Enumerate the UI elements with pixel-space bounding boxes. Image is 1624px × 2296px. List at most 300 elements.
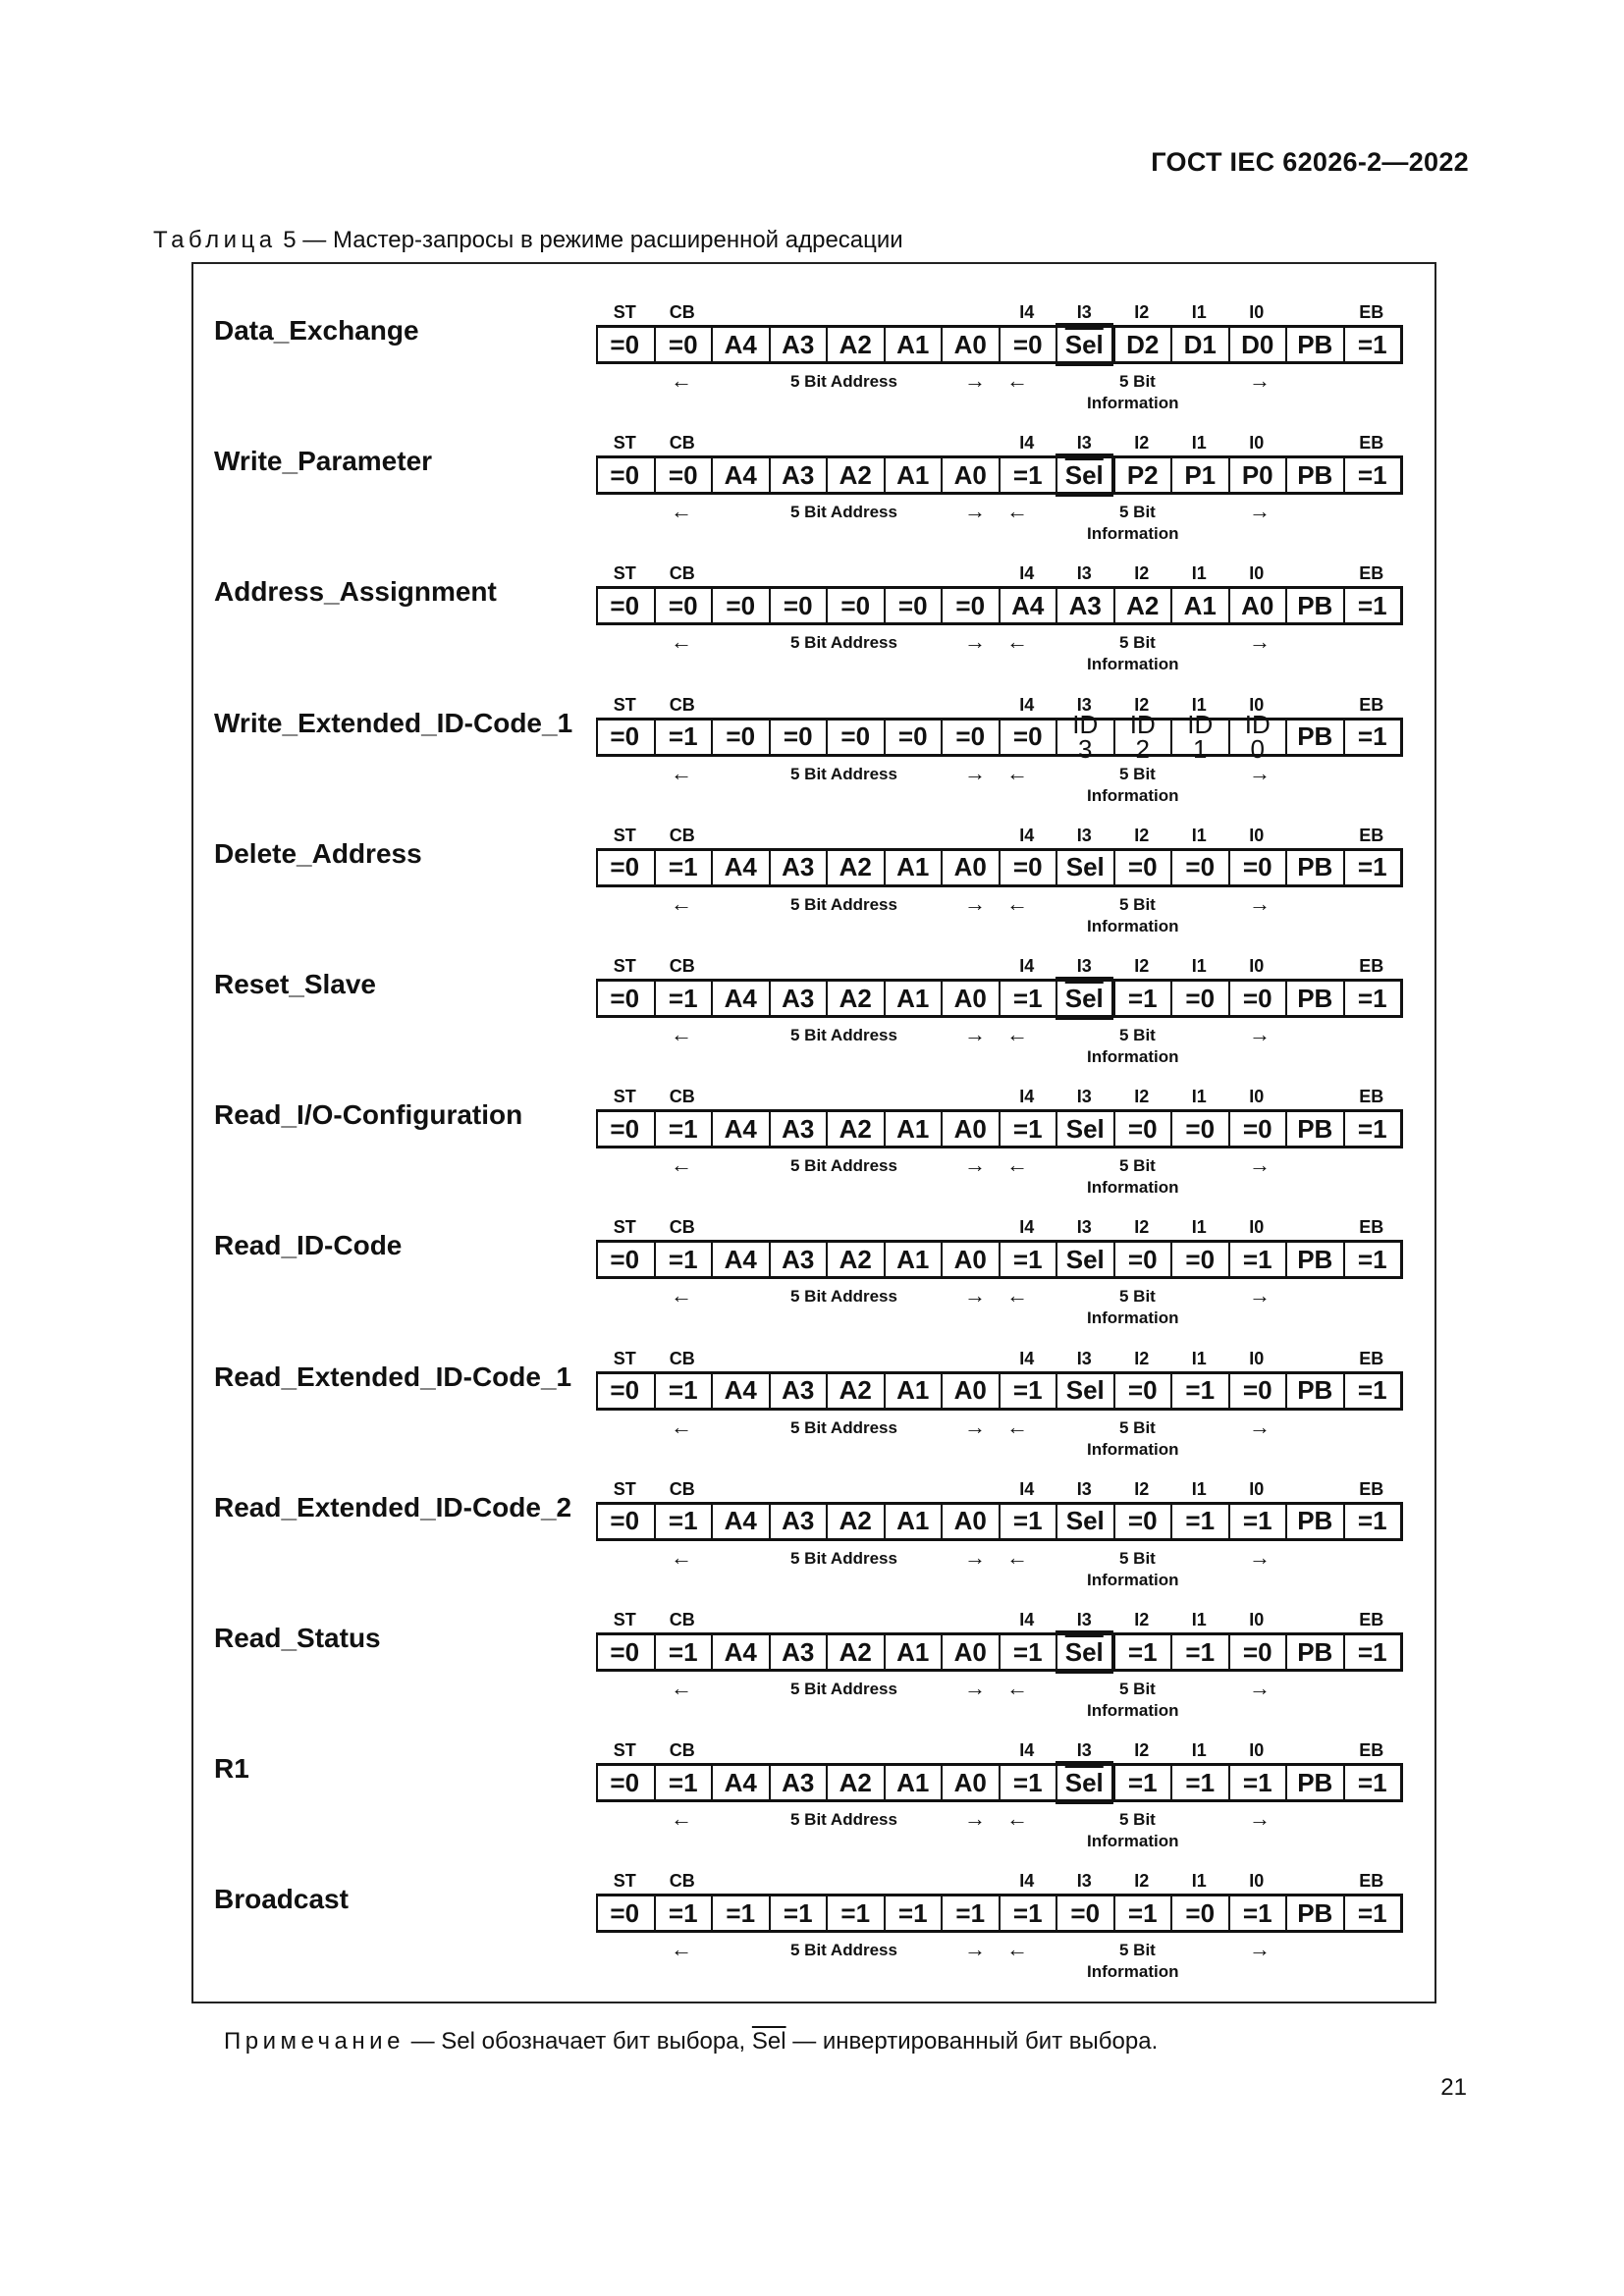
bit-value: P2 <box>1126 459 1159 490</box>
bit-value: A1 <box>896 1506 930 1536</box>
address-arrow-right: → <box>964 1806 986 1832</box>
bit-value: =0 <box>1242 1375 1272 1406</box>
command-row <box>193 667 1438 805</box>
bit-cell <box>884 1502 942 1541</box>
bit-cell <box>999 1502 1056 1541</box>
bit-value: =0 <box>1012 721 1043 752</box>
bit-cell <box>1285 586 1343 625</box>
bit-cell <box>711 979 769 1018</box>
bit-cell <box>769 1632 827 1672</box>
bit-label: CB <box>669 1348 695 1368</box>
address-arrow-right: → <box>964 1152 986 1178</box>
bit-cell <box>654 1371 712 1411</box>
bit-value: =1 <box>1357 1636 1387 1667</box>
bit-value: A2 <box>839 1506 872 1536</box>
bit-value: =0 <box>610 459 640 490</box>
bit-frame <box>596 455 1403 495</box>
bit-value: A2 <box>1126 590 1160 620</box>
bit-label: I4 <box>1019 1348 1035 1368</box>
bit-label: I4 <box>1019 1871 1035 1892</box>
address-arrow-left: ← <box>671 1022 692 1046</box>
bit-value: A1 <box>896 1244 930 1274</box>
bit-value: =0 <box>955 590 986 620</box>
bit-label: I4 <box>1019 302 1035 322</box>
bit-value: =1 <box>783 1897 813 1928</box>
bit-cell <box>1343 586 1401 625</box>
bit-cell <box>1170 1763 1228 1802</box>
bit-value: A0 <box>953 459 987 490</box>
info-label-line1: 5 Bit <box>1119 764 1156 783</box>
bit-cell <box>711 848 769 887</box>
address-arrow-right: → <box>964 1937 986 1962</box>
bit-label: I0 <box>1249 1087 1265 1107</box>
bit-value: =1 <box>668 1636 698 1667</box>
bit-cell <box>769 1502 827 1541</box>
note-prefix: Примечание <box>224 2028 405 2055</box>
bit-label: I0 <box>1249 825 1265 845</box>
bit-value: =1 <box>1012 1113 1043 1144</box>
bit-value: =0 <box>726 590 756 620</box>
bit-value: =0 <box>668 329 698 359</box>
bit-cell <box>1228 1240 1286 1279</box>
bit-cell <box>999 1763 1056 1802</box>
bit-value: A1 <box>896 329 930 359</box>
info-arrow-right: → <box>1249 1676 1271 1700</box>
address-arrow-right: → <box>964 1544 986 1570</box>
info-arrow-left: ← <box>1006 629 1028 655</box>
bit-cell <box>1343 1502 1401 1541</box>
bit-value: =1 <box>955 1897 986 1928</box>
bit-label: ST <box>613 302 636 322</box>
bit-value: A0 <box>1241 590 1274 620</box>
bit-cell <box>1170 1894 1228 1933</box>
bit-cell <box>999 1632 1056 1672</box>
bit-cell <box>941 1894 999 1933</box>
bit-value: Sel <box>1065 1506 1105 1536</box>
bit-value: A1 <box>896 1375 930 1406</box>
bit-cell <box>941 718 999 757</box>
bit-cell <box>1343 979 1401 1018</box>
bit-value: A4 <box>724 1244 757 1274</box>
command-row <box>193 1842 1438 1982</box>
bit-label: I2 <box>1134 1348 1150 1368</box>
bit-value: =0 <box>1185 1113 1216 1144</box>
info-arrow-left: ← <box>1006 1937 1028 1962</box>
bit-value: =1 <box>668 1506 698 1536</box>
bit-label: ST <box>613 1478 636 1499</box>
bit-label: EB <box>1359 1610 1384 1629</box>
bit-cell <box>1170 1502 1228 1541</box>
bit-cell <box>999 586 1056 625</box>
bit-cell <box>1056 586 1113 625</box>
info-arrow-left: ← <box>1006 890 1028 916</box>
bit-cell <box>941 325 999 364</box>
bit-cell <box>1170 1371 1228 1411</box>
bit-cell <box>596 1894 654 1933</box>
bit-label: I0 <box>1249 563 1265 584</box>
info-arrow-left: ← <box>1006 1806 1028 1832</box>
bit-value: =1 <box>1242 1767 1272 1797</box>
bit-value: $\overline{Sel}$ <box>1064 329 1104 359</box>
note-sel-inverted: $\overline{Sel}$ <box>751 2028 786 2055</box>
bit-cell <box>826 848 884 887</box>
command-row <box>193 928 1438 1066</box>
bit-cell <box>1228 1502 1286 1541</box>
address-arrow-right: → <box>964 368 986 393</box>
bit-frame <box>596 709 1403 764</box>
bit-cell <box>1343 1371 1401 1411</box>
info-arrow-right: → <box>1249 1806 1271 1832</box>
bit-value: =0 <box>610 1636 640 1667</box>
info-arrow-right: → <box>1249 1283 1271 1308</box>
bit-cell <box>884 1894 942 1933</box>
bit-cell <box>711 1240 769 1279</box>
info-arrow-left: ← <box>1006 1414 1028 1439</box>
info-label-line2: Information <box>1087 1701 1179 1720</box>
address-arrow-left: ← <box>671 760 692 785</box>
table-frame <box>191 262 1436 2003</box>
bit-cell <box>884 1763 942 1802</box>
bit-value: =0 <box>610 852 640 882</box>
bit-cell <box>1113 1632 1171 1672</box>
bit-label: I2 <box>1134 1478 1150 1499</box>
bit-cell <box>596 1502 654 1541</box>
command-row <box>193 1058 1438 1198</box>
bit-cell <box>1113 709 1171 764</box>
bit-cell <box>1228 848 1286 887</box>
bit-frame <box>596 1894 1403 1933</box>
address-arrow-left: ← <box>671 1283 692 1308</box>
bit-value: =1 <box>668 1113 698 1144</box>
bit-value: =1 <box>897 1897 928 1928</box>
info-arrow-left: ← <box>1006 760 1028 785</box>
bit-frame <box>596 1240 1403 1279</box>
info-label-line2: Information <box>1087 1308 1179 1328</box>
bit-cell <box>1228 1894 1286 1933</box>
bit-cell <box>1343 455 1401 495</box>
bit-label: EB <box>1359 1087 1384 1107</box>
bit-label: I1 <box>1191 1740 1207 1761</box>
bit-cell <box>711 1109 769 1148</box>
bit-label: CB <box>669 302 695 322</box>
bit-value: =1 <box>668 1244 698 1274</box>
bit-value: PB <box>1297 329 1333 359</box>
bit-cell <box>769 1240 827 1279</box>
bit-value: =0 <box>610 1113 640 1144</box>
bit-cell <box>596 586 654 625</box>
bit-cell <box>1056 454 1113 497</box>
bit-cell <box>769 979 827 1018</box>
info-arrow-right: → <box>1249 760 1271 785</box>
bit-value: PB <box>1297 721 1333 752</box>
bit-label: ST <box>613 825 636 845</box>
bit-cell <box>654 455 712 495</box>
bit-value: =0 <box>1127 1113 1158 1144</box>
bit-label: EB <box>1359 1871 1384 1892</box>
address-arrow-right: → <box>964 1414 986 1439</box>
bit-cell <box>1056 1502 1113 1541</box>
bit-label: I3 <box>1076 694 1092 715</box>
bit-value: =1 <box>1012 1244 1043 1274</box>
info-label-line1: 5 Bit <box>1119 1941 1156 1960</box>
bit-value: A4 <box>724 983 757 1013</box>
bit-value: =0 <box>1012 329 1043 359</box>
bit-value: PB <box>1297 1897 1333 1928</box>
bit-cell <box>941 586 999 625</box>
command-row <box>193 404 1438 544</box>
address-arrow-left: ← <box>671 1152 692 1178</box>
bit-value: =1 <box>1357 459 1387 490</box>
bit-value: =0 <box>1242 852 1272 882</box>
bit-value: =0 <box>610 1244 640 1274</box>
bit-value: A1 <box>896 459 930 490</box>
bit-value: A4 <box>1011 590 1045 620</box>
address-label: 5 Bit Address <box>790 1810 897 1830</box>
command-name: Read_ID-Code <box>214 1230 403 1261</box>
bit-value: A3 <box>782 1375 815 1406</box>
bit-cell <box>769 718 827 757</box>
bit-value: =1 <box>1242 1244 1272 1274</box>
bit-cell <box>654 848 712 887</box>
bit-label: I2 <box>1134 1740 1150 1761</box>
bit-label: I4 <box>1019 1478 1035 1499</box>
bit-cell <box>1285 325 1343 364</box>
bit-cell <box>1285 1763 1343 1802</box>
bit-label: I3 <box>1076 1478 1092 1499</box>
bit-cell <box>1228 709 1286 764</box>
bit-label: ST <box>613 563 636 584</box>
bit-value: =1 <box>1012 1767 1043 1797</box>
table-caption <box>153 227 903 254</box>
bit-value: $\overline{Sel}$ <box>1064 1767 1104 1797</box>
command-name: Delete_Address <box>214 837 422 869</box>
bit-frame <box>596 1502 1403 1541</box>
address-arrow-left: ← <box>671 499 692 524</box>
bit-value: =0 <box>726 721 756 752</box>
bit-value: =0 <box>1012 852 1043 882</box>
bit-label: I2 <box>1134 1217 1150 1238</box>
bit-label: I4 <box>1019 1087 1035 1107</box>
bit-value: =1 <box>1012 983 1043 1013</box>
bit-label: I3 <box>1076 956 1092 976</box>
bit-label: EB <box>1359 1348 1384 1368</box>
bit-label: I0 <box>1249 302 1265 322</box>
info-label-line1: 5 Bit <box>1119 1548 1156 1568</box>
bit-value: PB <box>1297 1375 1333 1406</box>
bit-value: =0 <box>1242 983 1272 1013</box>
info-label-line1: 5 Bit <box>1119 503 1156 522</box>
bit-label: I0 <box>1249 1348 1265 1368</box>
address-label: 5 Bit Address <box>790 764 897 783</box>
bit-cell <box>596 1371 654 1411</box>
bit-value: =1 <box>1127 1767 1158 1797</box>
bit-cell <box>596 1109 654 1148</box>
bit-cell <box>826 718 884 757</box>
bit-cell <box>884 1371 942 1411</box>
bit-value: PB <box>1297 852 1333 882</box>
bit-value: =1 <box>668 1767 698 1797</box>
info-label-line2: Information <box>1087 1962 1179 1982</box>
bit-cell <box>884 1109 942 1148</box>
address-label: 5 Bit Address <box>790 1941 897 1960</box>
bit-label: I4 <box>1019 1740 1035 1761</box>
address-label: 5 Bit Address <box>790 1026 897 1044</box>
bit-cell <box>1228 455 1286 495</box>
bit-cell <box>1113 1240 1171 1279</box>
address-arrow-right: → <box>964 1022 986 1046</box>
bit-value: A4 <box>724 1767 757 1797</box>
bit-value: =1 <box>1357 1375 1387 1406</box>
info-label-line2: Information <box>1087 1570 1179 1589</box>
bit-value: =1 <box>1012 1375 1043 1406</box>
info-arrow-left: ← <box>1006 1676 1028 1700</box>
bit-value: =0 <box>840 590 871 620</box>
bit-cell <box>1170 848 1228 887</box>
bit-value: Sel <box>1065 1244 1105 1274</box>
bit-label: EB <box>1359 302 1384 322</box>
bit-label: I0 <box>1249 1217 1265 1238</box>
command-name: Broadcast <box>214 1884 349 1915</box>
bit-value: Sel <box>1065 1375 1105 1406</box>
bit-label: I0 <box>1249 956 1265 976</box>
bit-cell <box>654 1632 712 1672</box>
bit-cell <box>1170 1240 1228 1279</box>
bit-value: =0 <box>1127 1244 1158 1274</box>
bit-value: =0 <box>955 721 986 752</box>
bit-frame <box>596 848 1403 887</box>
bit-label: ST <box>613 694 636 715</box>
bit-cell <box>596 455 654 495</box>
bit-cell <box>1343 718 1401 757</box>
bit-cell <box>999 718 1056 757</box>
bit-cell <box>1170 1632 1228 1672</box>
bit-cell <box>654 325 712 364</box>
bit-label: CB <box>669 1740 695 1761</box>
bit-value: PB <box>1297 983 1333 1013</box>
bit-value: =0 <box>1242 1636 1272 1667</box>
bit-value: A1 <box>896 852 930 882</box>
bit-cell <box>711 1632 769 1672</box>
bit-value: =0 <box>610 1375 640 1406</box>
bit-label: I2 <box>1134 956 1150 976</box>
bit-value: A3 <box>782 459 815 490</box>
address-label: 5 Bit Address <box>790 1680 897 1698</box>
info-label-line1: 5 Bit <box>1119 633 1156 653</box>
bit-cell <box>769 1109 827 1148</box>
bit-cell <box>826 586 884 625</box>
bit-value: PB <box>1297 1636 1333 1667</box>
bit-value: =1 <box>668 1375 698 1406</box>
bit-value: P1 <box>1184 459 1217 490</box>
bit-cell <box>596 718 654 757</box>
bit-cell <box>1228 1109 1286 1148</box>
command-row <box>193 1189 1438 1328</box>
info-arrow-right: → <box>1249 1544 1271 1570</box>
bit-value: A1 <box>896 983 930 1013</box>
bit-cell <box>1343 1240 1401 1279</box>
bit-cell <box>1056 709 1113 764</box>
bit-value: A1 <box>896 1767 930 1797</box>
address-arrow-left: ← <box>671 1937 692 1962</box>
bit-value: A4 <box>724 1506 757 1536</box>
bit-label: I1 <box>1191 433 1207 454</box>
bit-label: EB <box>1359 563 1384 584</box>
bit-label: I4 <box>1019 433 1035 454</box>
bit-cell <box>1113 1894 1171 1933</box>
bit-label: I0 <box>1249 1610 1265 1629</box>
bit-value: A0 <box>953 1113 987 1144</box>
bit-cell <box>999 455 1056 495</box>
bit-label: I4 <box>1019 956 1035 976</box>
bit-cell <box>654 979 712 1018</box>
bit-value: P0 <box>1241 459 1273 490</box>
bit-cell <box>1056 848 1113 887</box>
bit-value: =1 <box>1357 329 1387 359</box>
bit-cell <box>941 1240 999 1279</box>
info-label-line1: 5 Bit <box>1119 1810 1156 1830</box>
bit-label: I2 <box>1134 433 1150 454</box>
bit-value: PB <box>1297 459 1333 490</box>
bit-cell <box>1113 979 1171 1018</box>
bit-value: PB <box>1297 590 1333 620</box>
bit-cell <box>826 455 884 495</box>
bit-value: A0 <box>953 329 987 359</box>
bit-cell <box>1285 1894 1343 1933</box>
bit-label: EB <box>1359 1217 1384 1238</box>
bit-value: =1 <box>1185 1506 1216 1536</box>
bit-value: PB <box>1297 1244 1333 1274</box>
bit-value: A0 <box>953 1244 987 1274</box>
bit-cell <box>826 1502 884 1541</box>
bit-cell <box>999 848 1056 887</box>
command-name: Reset_Slave <box>214 969 377 999</box>
bit-value: A3 <box>782 1767 815 1797</box>
bit-cell <box>941 455 999 495</box>
bit-cell <box>1056 1761 1113 1804</box>
bit-cell <box>1285 455 1343 495</box>
command-row <box>193 797 1438 935</box>
bit-label: I3 <box>1076 1217 1092 1238</box>
bit-value: =1 <box>1357 1767 1387 1797</box>
bit-value: A2 <box>839 1636 872 1667</box>
bit-value: =1 <box>1012 1897 1043 1928</box>
caption-prefix: Таблица <box>153 227 277 253</box>
bit-cell <box>1228 1763 1286 1802</box>
bit-cell <box>654 718 712 757</box>
bit-cell <box>1285 1109 1343 1148</box>
caption-text: 5 — Мастер-запросы в режиме расширенной адресации <box>283 227 903 253</box>
bit-cell <box>1170 455 1228 495</box>
address-label: 5 Bit Address <box>790 1156 897 1176</box>
bit-value: =0 <box>1185 852 1216 882</box>
bit-label: CB <box>669 956 695 976</box>
bit-value: =1 <box>1357 721 1387 752</box>
bit-value: D2 <box>1126 329 1160 359</box>
bit-cell <box>941 1109 999 1148</box>
bit-cell <box>711 325 769 364</box>
bit-value: A4 <box>724 852 757 882</box>
footnote <box>224 2028 1158 2056</box>
bit-label: I3 <box>1076 1871 1092 1892</box>
bit-label: I4 <box>1019 563 1035 584</box>
bit-label: I1 <box>1191 1478 1207 1499</box>
bit-value: =0 <box>610 721 640 752</box>
bit-frame <box>596 1109 1403 1148</box>
bit-value: =0 <box>668 459 698 490</box>
bit-frame <box>596 325 1403 364</box>
info-label-line2: Information <box>1087 1439 1179 1459</box>
command-name: Data_Exchange <box>214 315 419 346</box>
